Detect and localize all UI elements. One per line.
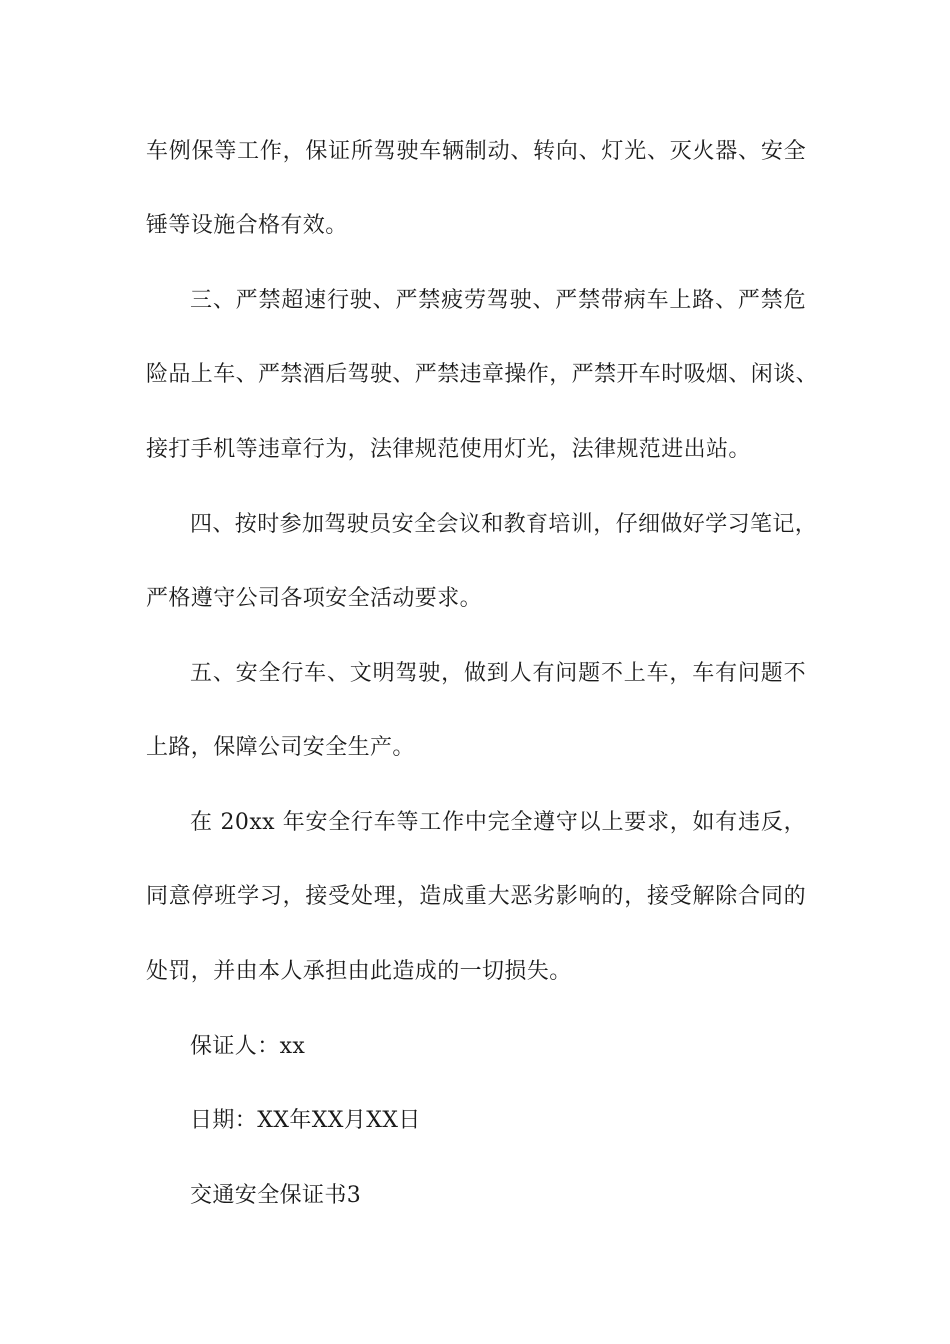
clause-4-line-1: 四、按时参加驾驶员安全会议和教育培训，仔细做好学习笔记， xyxy=(190,512,818,537)
body-line-1: 车例保等工作，保证所驾驶车辆制动、转向、灯光、灭火器、安全 xyxy=(146,139,806,164)
body-line-2: 锤等设施合格有效。 xyxy=(146,213,348,238)
commitment-line-1: 在 20xx 年安全行车等工作中完全遵守以上要求，如有违反， xyxy=(190,810,806,835)
guarantor-signature: 保证人：xx xyxy=(190,1034,306,1059)
clause-3-line-2: 险品上车、严禁酒后驾驶、严禁违章操作，严禁开车时吸烟、闲谈、 xyxy=(146,362,819,387)
next-section-heading: 交通安全保证书3 xyxy=(190,1183,362,1208)
clause-3-line-3: 接打手机等违章行为，法律规范使用灯光，法律规范进出站。 xyxy=(146,437,751,462)
clause-5-line-1: 五、安全行车、文明驾驶，做到人有问题不上车，车有问题不 xyxy=(190,661,806,686)
commitment-line-2: 同意停班学习，接受处理，造成重大恶劣影响的，接受解除合同的 xyxy=(146,884,806,909)
clause-5-line-2: 上路，保障公司安全生产。 xyxy=(146,735,415,760)
commitment-line-3: 处罚，并由本人承担由此造成的一切损失。 xyxy=(146,959,572,984)
clause-3-line-1: 三、严禁超速行驶、严禁疲劳驾驶、严禁带病车上路、严禁危 xyxy=(190,288,806,313)
signature-date: 日期：XX年XX月XX日 xyxy=(190,1108,421,1133)
clause-4-line-2: 严格遵守公司各项安全活动要求。 xyxy=(146,586,483,611)
